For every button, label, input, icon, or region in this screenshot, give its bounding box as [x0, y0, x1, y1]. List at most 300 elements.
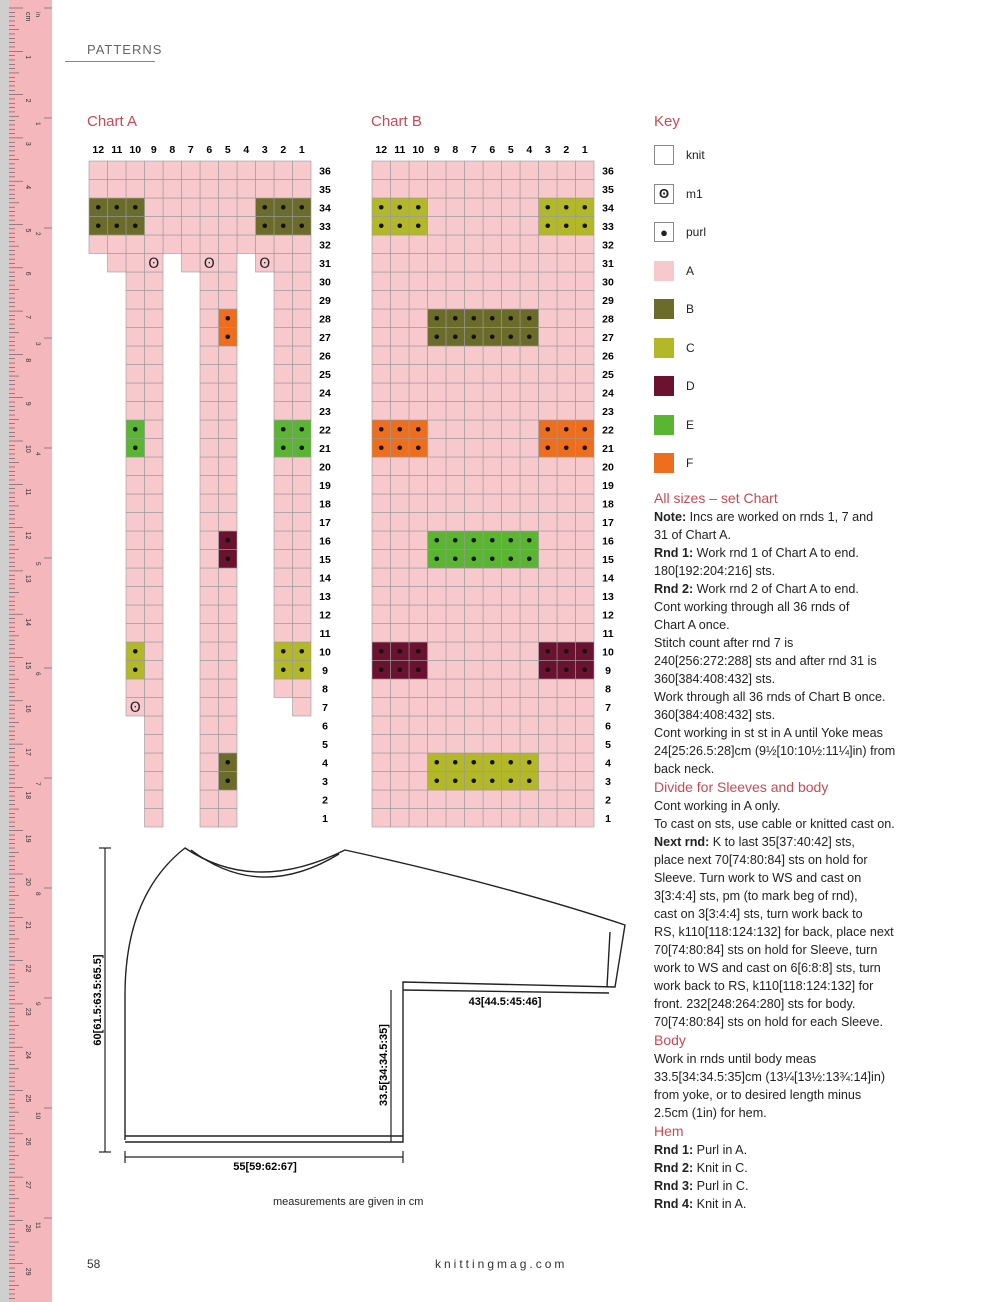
chart-cell: [557, 568, 576, 587]
instruction-heading: Body: [654, 1032, 686, 1048]
purl-dot: [379, 445, 384, 450]
chart-cell: [89, 161, 108, 180]
chart-cell: [483, 180, 502, 199]
chart-cell: [576, 679, 595, 698]
instruction-line: Rnd 3: Purl in C.: [654, 1179, 749, 1193]
row-label: 4: [605, 757, 611, 770]
chart-cell: [576, 180, 595, 199]
chart-cell: [372, 346, 391, 365]
chart-cell: [539, 476, 558, 495]
measurement-caption-text: measurements are given in cm: [273, 1196, 424, 1208]
chart-cell: [145, 513, 164, 532]
chart-cell: [237, 198, 256, 217]
purl-dot: [471, 556, 476, 561]
chart-cell: [483, 790, 502, 809]
chart-cell: [409, 457, 428, 476]
chart-cell: [372, 254, 391, 273]
instruction-line: RS, k110[118:124:132] for back, place next: [654, 925, 894, 939]
chart-cell: [145, 772, 164, 791]
chart-cell: [557, 624, 576, 643]
chart-cell: [108, 235, 127, 254]
purl-dot: [564, 223, 569, 228]
chart-cell: [391, 402, 410, 421]
chart-cell: [372, 235, 391, 254]
chart-cell: [372, 457, 391, 476]
chart-cell: [372, 790, 391, 809]
chart-cell: [274, 328, 293, 347]
chart-cell: [89, 235, 108, 254]
chart-cell: [428, 624, 447, 643]
chart-cell: [520, 420, 539, 439]
chart-cell: [502, 291, 521, 310]
chart-cell: [126, 272, 145, 291]
row-label: 9: [322, 664, 328, 677]
chart-cell: [293, 587, 312, 606]
chart-cell: [465, 439, 484, 458]
chart-cell: [502, 698, 521, 717]
chart-cell: [372, 161, 391, 180]
chart-cell: [200, 272, 219, 291]
chart-cell: [200, 642, 219, 661]
chart-cell: [483, 161, 502, 180]
chart-cell: [293, 531, 312, 550]
ruler-in-label: in: [34, 12, 41, 18]
row-label: 36: [602, 165, 614, 178]
chart-cell: [557, 605, 576, 624]
instruction-label: Rnd 3:: [654, 1179, 694, 1193]
chart-cell: [409, 476, 428, 495]
chart-cell: [502, 402, 521, 421]
row-label: 5: [322, 738, 328, 751]
chart-cell: [200, 365, 219, 384]
chart-cell: [274, 513, 293, 532]
row-label: 17: [602, 516, 614, 529]
purl-dot: [471, 778, 476, 783]
chart-cell: [372, 476, 391, 495]
ruler-cm-label: 18: [24, 791, 31, 800]
instruction-line: Rnd 4: Knit in A.: [654, 1197, 747, 1211]
chart-cell: [539, 291, 558, 310]
chart-cell: [391, 254, 410, 273]
chart-cell: [372, 735, 391, 754]
row-label: 20: [319, 461, 331, 474]
chart-cell: [391, 235, 410, 254]
purl-dot: [545, 667, 550, 672]
row-label: 8: [605, 683, 611, 696]
chart-cell: [372, 716, 391, 735]
row-label: 27: [602, 331, 614, 344]
chart-cell: [126, 624, 145, 643]
chart-cell: [539, 698, 558, 717]
chart-cell: [409, 698, 428, 717]
chart-cell: [372, 180, 391, 199]
chart-cell: [502, 217, 521, 236]
instruction-line: Rnd 2: Work rnd 2 of Chart A to end.: [654, 582, 859, 596]
ruler-cm-label: 17: [24, 748, 31, 756]
instruction-line: 33.5[34:34.5:35]cm (13¼[13½:13¾:14]in): [654, 1070, 886, 1084]
purl-dot: [434, 538, 439, 543]
chart-cell: [293, 365, 312, 384]
row-label: 32: [602, 239, 614, 252]
chart-cell: [145, 328, 164, 347]
chart-cell: [483, 568, 502, 587]
chart-cell: [576, 272, 595, 291]
instruction-line: 31 of Chart A.: [654, 528, 732, 542]
chart-cell: [409, 328, 428, 347]
instruction-line: Rnd 1: Purl in A.: [654, 1143, 748, 1157]
chart-cell: [293, 254, 312, 273]
row-label: 2: [605, 794, 611, 807]
chart-cell: [557, 735, 576, 754]
column-label: 3: [544, 144, 551, 156]
m1-symbol: ʘ: [129, 699, 141, 716]
chart-cell: [237, 161, 256, 180]
chart-cell: [446, 420, 465, 439]
chart-cell: [465, 198, 484, 217]
chart-cell: [520, 439, 539, 458]
row-label: 23: [602, 405, 614, 418]
row-label: 9: [605, 664, 611, 677]
chart-cell: [557, 531, 576, 550]
chart-cell: [391, 365, 410, 384]
ruler-cm-label: 4: [24, 185, 31, 190]
chart-cell: [576, 328, 595, 347]
chart-cell: [219, 513, 238, 532]
row-label: 31: [602, 257, 614, 270]
m1-symbol: ʘ: [148, 255, 160, 272]
ruler-cm-label: 11: [24, 488, 31, 496]
purl-dot: [379, 667, 384, 672]
instruction-label: Note:: [654, 510, 687, 524]
chart-cell: [274, 531, 293, 550]
chart-cell: [145, 568, 164, 587]
key-swatch: [654, 145, 674, 165]
chart-cell: [372, 772, 391, 791]
chart-cell: [409, 624, 428, 643]
chart-cell: [182, 198, 201, 217]
ruler-cm-label: 2: [24, 98, 31, 103]
row-label: 24: [319, 387, 331, 400]
chart-cell: [409, 309, 428, 328]
chart-cell: [446, 661, 465, 680]
instruction-line: 360[384:408:432] sts.: [654, 672, 776, 686]
purl-dot: [508, 556, 513, 561]
purl-dot: [582, 223, 587, 228]
chart-cell: [502, 383, 521, 402]
chart-cell: [145, 679, 164, 698]
chart-cell: [576, 550, 595, 569]
key-item-D: [654, 376, 814, 400]
row-label: 26: [602, 350, 614, 363]
chart-cell: [274, 272, 293, 291]
chart-cell: [502, 624, 521, 643]
instruction-line: work to WS and cast on 6[6:8:8] sts, turn: [654, 961, 881, 975]
chart-cell: [483, 291, 502, 310]
chart-cell: [557, 161, 576, 180]
chart-cell: [200, 698, 219, 717]
chart-cell: [293, 383, 312, 402]
purl-dot: [299, 427, 304, 432]
chart-cell: [576, 365, 595, 384]
chart-cell: [483, 420, 502, 439]
chart-cell: [108, 180, 127, 199]
chart-cell: [200, 420, 219, 439]
purl-dot: [299, 667, 304, 672]
chart-cell: [557, 494, 576, 513]
chart-cell: [576, 402, 595, 421]
row-label: 31: [319, 257, 331, 270]
chart-cell: [446, 494, 465, 513]
chart-cell: [219, 439, 238, 458]
ruler-cm-label: cm: [24, 12, 31, 22]
chart-cell: [520, 235, 539, 254]
chart-cell: [502, 790, 521, 809]
chart-cell: [219, 402, 238, 421]
chart-cell: [483, 605, 502, 624]
chart-cell: [200, 457, 219, 476]
purl-dot: [133, 445, 138, 450]
row-label: 24: [602, 387, 614, 400]
chart-cell: [372, 365, 391, 384]
chart-cell: [483, 494, 502, 513]
chart-cell: [483, 217, 502, 236]
chart-cell: [576, 790, 595, 809]
chart-cell: [576, 254, 595, 273]
chart-cell: [539, 365, 558, 384]
chart-cell: [219, 161, 238, 180]
chart-cell: [446, 809, 465, 828]
purl-dot: [564, 667, 569, 672]
row-label: 1: [605, 812, 611, 825]
instruction-line: 70[74:80:84] sts on hold for Sleeve, turn: [654, 943, 878, 957]
chart-cell: [219, 642, 238, 661]
chart-cell: [145, 698, 164, 717]
purl-dot: [434, 316, 439, 321]
ruler-cm-label: 5: [24, 228, 31, 233]
m1-symbol: ʘ: [203, 255, 215, 272]
key-item-A: [654, 261, 814, 285]
chart-cell: [409, 735, 428, 754]
chart-cell: [502, 605, 521, 624]
purl-dot: [225, 760, 230, 765]
purl-dot: [527, 334, 532, 339]
instruction-label: Rnd 2:: [654, 1161, 694, 1175]
chart-cell: [465, 809, 484, 828]
chart-cell: [145, 272, 164, 291]
chart-cell: [274, 568, 293, 587]
chart-cell: [576, 716, 595, 735]
instruction-heading: Divide for Sleeves and body: [654, 779, 829, 795]
chart-cell: [465, 180, 484, 199]
row-label: 12: [602, 609, 614, 622]
chart-cell: [428, 346, 447, 365]
chart-cell: [446, 698, 465, 717]
chart-cell: [520, 716, 539, 735]
instruction-label: Rnd 4:: [654, 1197, 694, 1211]
chart-cell: [200, 328, 219, 347]
ruler-in-label: 10: [34, 1112, 41, 1120]
ruler-cm-label: 3: [24, 141, 31, 146]
chart-cell: [539, 513, 558, 532]
chart-cell: [502, 642, 521, 661]
ruler-cm-label: 1: [24, 55, 31, 60]
key-swatch: [654, 261, 674, 281]
chart-cell: [145, 642, 164, 661]
column-label: 3: [261, 144, 268, 156]
chart-cell: [557, 235, 576, 254]
column-label: 2: [563, 144, 570, 156]
chart-cell: [502, 161, 521, 180]
chart-cell: [557, 383, 576, 402]
chart-cell: [182, 254, 201, 273]
section-label: PATTERNS: [87, 42, 163, 57]
chart-cell: [502, 735, 521, 754]
row-label: 22: [602, 424, 614, 437]
instruction-line: 240[256:272:288] sts and after rnd 31 is: [654, 654, 877, 668]
sleeve-label: 43[44.5:45:46]: [468, 996, 542, 1008]
key-label: E: [686, 417, 695, 432]
chart-cell: [200, 439, 219, 458]
sleeve-inner-line: [403, 990, 609, 993]
chart-cell: [126, 494, 145, 513]
chart-cell: [274, 624, 293, 643]
chart-cell: [520, 568, 539, 587]
chart-cell: [539, 272, 558, 291]
purl-dot: [582, 667, 587, 672]
chart-cell: [428, 365, 447, 384]
instruction-line: place next 70[74:80:84] sts on hold for: [654, 853, 868, 867]
chart-cell: [483, 235, 502, 254]
chart-cell: [409, 587, 428, 606]
chart-cell: [200, 587, 219, 606]
chart-cell: [557, 587, 576, 606]
row-label: 35: [319, 183, 331, 196]
purl-dot: [281, 427, 286, 432]
chart-cell: [428, 642, 447, 661]
row-label: 10: [319, 646, 331, 659]
chart-cell: [409, 346, 428, 365]
column-label: 7: [470, 144, 477, 156]
chart-cell: [539, 550, 558, 569]
row-label: 36: [319, 165, 331, 178]
chart-cell: [219, 698, 238, 717]
chart-cell: [557, 790, 576, 809]
chart-a-title: Chart A: [87, 113, 138, 130]
chart-cell: [483, 272, 502, 291]
chart-cell: [502, 568, 521, 587]
chart-cell: [274, 309, 293, 328]
chart-cell: [391, 180, 410, 199]
chart-cell: [391, 494, 410, 513]
chart-cell: [576, 735, 595, 754]
chart-cell: [465, 587, 484, 606]
purl-dot: [545, 445, 550, 450]
column-label: 11: [111, 144, 123, 156]
chart-cell: [372, 624, 391, 643]
chart-cell: [372, 309, 391, 328]
chart-cell: [391, 735, 410, 754]
key-label: A: [686, 263, 695, 278]
chart-cell: [520, 402, 539, 421]
purl-dot: [545, 427, 550, 432]
chart-cell: [200, 217, 219, 236]
chart-cell: [576, 772, 595, 791]
chart-cell: [145, 753, 164, 772]
key-label: purl: [686, 225, 707, 239]
chart-cell: [219, 476, 238, 495]
chart-cell: [219, 457, 238, 476]
ruler-in-label: 3: [34, 342, 41, 346]
instruction-line: Sleeve. Turn work to WS and cast on: [654, 871, 862, 885]
purl-dot: [434, 334, 439, 339]
purl-dot: [508, 316, 513, 321]
chart-cell: [539, 735, 558, 754]
chart-cell: [274, 346, 293, 365]
chart-cell: [409, 402, 428, 421]
row-label: 29: [602, 294, 614, 307]
chart-cell: [465, 457, 484, 476]
purl-dot: [416, 223, 421, 228]
purl-dot: [564, 445, 569, 450]
chart-cell: [428, 790, 447, 809]
ruler-cm-label: 6: [24, 271, 31, 276]
chart-cell: [520, 661, 539, 680]
column-label: 5: [507, 144, 514, 156]
neckline: [191, 850, 339, 877]
chart-cell: [409, 716, 428, 735]
chart-cell: [274, 679, 293, 698]
chart-cell: [428, 457, 447, 476]
row-label: 14: [602, 572, 614, 585]
instruction-line: back neck.: [654, 762, 715, 776]
purl-dot: [508, 334, 513, 339]
chart-cell: [520, 457, 539, 476]
chart-cell: [428, 402, 447, 421]
purl-dot: [281, 223, 286, 228]
chart-cell: [145, 217, 164, 236]
chart-cell: [200, 346, 219, 365]
chart-cell: [372, 383, 391, 402]
instruction-heading: Hem: [654, 1123, 684, 1139]
chart-cell: [200, 383, 219, 402]
chart-cell: [200, 180, 219, 199]
column-label: 4: [243, 144, 250, 156]
chart-cell: [446, 365, 465, 384]
column-label: 11: [394, 144, 406, 156]
chart-cell: [446, 679, 465, 698]
chart-cell: [539, 180, 558, 199]
purl-dot: [299, 445, 304, 450]
instruction-line: Rnd 2: Knit in C.: [654, 1161, 748, 1175]
chart-cell: [293, 624, 312, 643]
chart-cell: [502, 716, 521, 735]
chart-cell: [274, 605, 293, 624]
chart-cell: [539, 587, 558, 606]
chart-cell: [200, 735, 219, 754]
purl-dot: [133, 667, 138, 672]
chart-cell: [145, 383, 164, 402]
purl-dot: [299, 649, 304, 654]
chart-cell: [520, 587, 539, 606]
chart-cell: [409, 531, 428, 550]
chart-cell: [465, 254, 484, 273]
chart-cell: [200, 476, 219, 495]
chart-cell: [145, 624, 164, 643]
chart-cell: [502, 457, 521, 476]
row-label: 16: [602, 535, 614, 548]
chart-cell: [274, 550, 293, 569]
chart-cell: [237, 180, 256, 199]
